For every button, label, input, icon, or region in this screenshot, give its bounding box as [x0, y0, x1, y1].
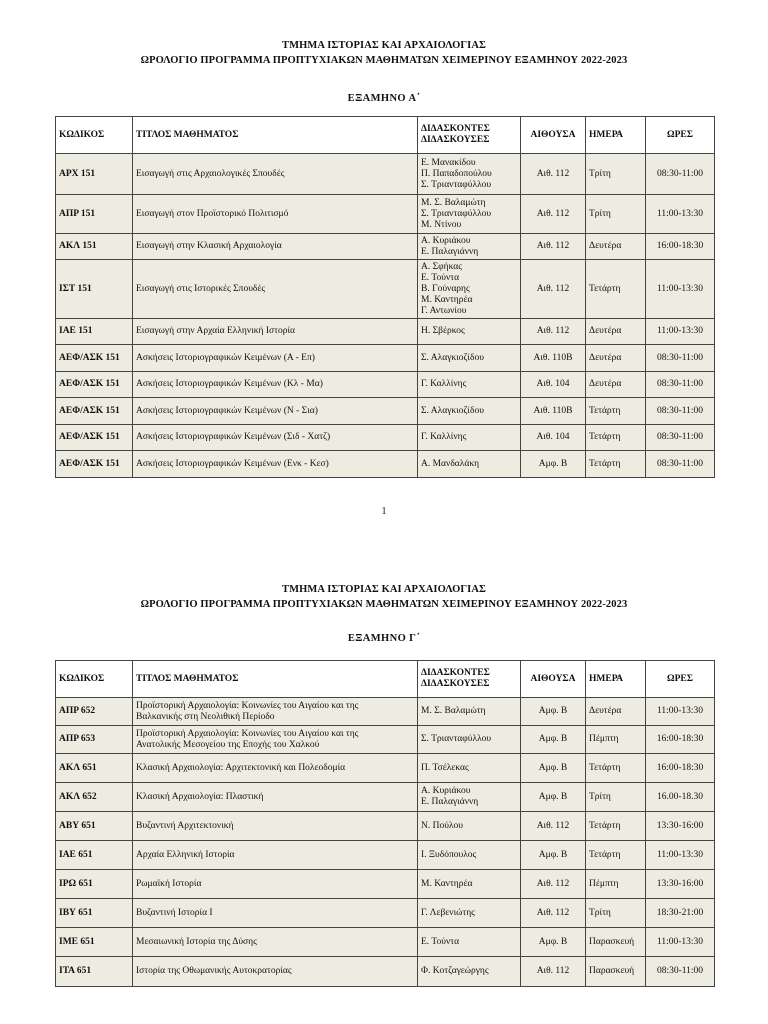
day: Παρασκευή: [586, 928, 646, 957]
semester-heading: ΕΞΑΜΗΝΟ Α΄: [347, 93, 421, 104]
instructors: [418, 345, 521, 372]
instructor-name: Γ. Καλλίνης: [421, 379, 467, 389]
instructor-name: Σ. Τριανταφύλλου: [421, 734, 492, 744]
room: Αμφ. Β: [521, 698, 586, 726]
table-row: [56, 899, 715, 928]
course-code: ΙΡΩ 651: [56, 870, 133, 899]
instructor-name: Β. Γούναρης: [421, 283, 470, 294]
course-title: Ασκήσεις Ιστοριογραφικών Κειμένων (Α - Επ): [133, 345, 418, 372]
course-code: ΙΑΕ 151: [56, 319, 133, 345]
table-row: [56, 425, 715, 451]
day: Τετάρτη: [586, 425, 646, 451]
table-row: [56, 345, 715, 372]
course-code: ΑΕΦ/ΑΣΚ 151: [56, 425, 133, 451]
hours: 16:00-18:30: [646, 726, 715, 754]
instructor-name: Μ. Ντίνου: [421, 219, 462, 230]
room: Αμφ. Β: [521, 841, 586, 870]
room: Αιθ. 104: [521, 425, 586, 451]
course-code: ΙΣΤ 151: [56, 260, 133, 319]
header-title: ΤΙΤΛΟΣ ΜΑΘΗΜΑΤΟΣ: [133, 661, 418, 698]
header-instructors: ΔΙΔΑΣΚΟΝΤΕΣ ΔΙΔΑΣΚΟΥΣΕΣ: [418, 117, 521, 154]
course-title: Εισαγωγή στις Αρχαιολογικές Σπουδές: [133, 154, 418, 195]
room: Αιθ. 112: [521, 154, 586, 195]
room: Αιθ. 112: [521, 870, 586, 899]
course-title: Ασκήσεις Ιστοριογραφικών Κειμένων (Σιδ - Χατζ): [133, 425, 418, 451]
table-row: [56, 451, 715, 478]
instructor-name: Μ. Σ. Βαλαμώτη: [421, 706, 486, 716]
instructors: [418, 870, 521, 899]
instructors: [418, 698, 521, 726]
room: Αμφ. Β: [521, 451, 586, 478]
course-code: ΑΚΛ 652: [56, 783, 133, 812]
room: Αμφ. Β: [521, 754, 586, 783]
day: Τετάρτη: [586, 451, 646, 478]
room: Αιθ. 112: [521, 319, 586, 345]
day: Τρίτη: [586, 154, 646, 195]
instructors: [418, 260, 521, 319]
room: Αμφ. Β: [521, 783, 586, 812]
header-room: ΑΙΘΟΥΣΑ: [521, 117, 586, 154]
instructor-name: Σ. Αλαγκιοζίδου: [421, 405, 484, 416]
course-title: Προϊστορική Αρχαιολογία: Κοινωνίες του Αιγαίου και της Βαλκανικής στη Νεολιθική Περίοδο: [133, 698, 418, 726]
course-title: Μεσαιωνική Ιστορία της Δύσης: [133, 928, 418, 957]
course-title: Εισαγωγή στις Ιστορικές Σπουδές: [133, 260, 418, 319]
instructor-name: Ε. Τούντα: [421, 936, 460, 947]
instructor-name: Ι. Ξυδόπουλος: [421, 849, 477, 860]
hours: 11:00-13:30: [646, 841, 715, 870]
room: Αιθ. 104: [521, 372, 586, 398]
day: Δευτέρα: [586, 234, 646, 260]
instructor-name: Μ. Καντηρέα: [421, 878, 473, 889]
day: Δευτέρα: [586, 372, 646, 398]
day: Τρίτη: [586, 195, 646, 234]
instructor-name: Π. Παπαδοπούλου: [421, 168, 492, 179]
hours: 08:30-11:00: [646, 451, 715, 478]
hours: 08:30-11:00: [646, 372, 715, 398]
instructor-name: Α. Μανδαλάκη: [421, 458, 480, 469]
instructor-name: Α. Σφήκας: [421, 261, 463, 272]
instructors: [418, 372, 521, 398]
instructors: [418, 726, 521, 754]
room: Αιθ. 110Β: [521, 398, 586, 425]
department-title: ΤΜΗΜΑ ΙΣΤΟΡΙΑΣ ΚΑΙ ΑΡΧΑΙΟΛΟΓΙΑΣ: [281, 40, 487, 51]
day: Τετάρτη: [586, 398, 646, 425]
instructors: [418, 319, 521, 345]
schedule-table-semester-c: [55, 660, 715, 987]
header-hours: ΩΡΕΣ: [646, 117, 715, 154]
room: Αιθ. 112: [521, 899, 586, 928]
hours: 13:30-16:00: [646, 870, 715, 899]
course-code: ΑΠΡ 653: [56, 726, 133, 754]
hours: 08:30-11:00: [646, 398, 715, 425]
course-title: Βυζαντινή Ιστορία Ι: [133, 899, 418, 928]
hours: 11:00-13:30: [646, 698, 715, 726]
instructor-name: Π. Τσέλεκας: [421, 762, 469, 773]
semester-heading-page2: ΕΞΑΜΗΝΟ Γ΄: [347, 633, 421, 644]
instructor-name: Γ. Καλλίνης: [421, 432, 467, 442]
course-code: ΑΚΛ 651: [56, 754, 133, 783]
table-row: [56, 195, 715, 234]
course-code: ΑΚΛ 151: [56, 234, 133, 260]
table-row: [56, 841, 715, 870]
course-code: ΑΕΦ/ΑΣΚ 151: [56, 398, 133, 425]
day: Τρίτη: [586, 899, 646, 928]
room: Αιθ. 112: [521, 260, 586, 319]
hours: 08:30-11:00: [646, 957, 715, 987]
table-row: [56, 783, 715, 812]
course-title: Κλασική Αρχαιολογία: Αρχιτεκτονική και Πολεοδομία: [133, 754, 418, 783]
room: Αιθ. 110Β: [521, 345, 586, 372]
instructors: [418, 425, 521, 451]
table-row: [56, 870, 715, 899]
day: Δευτέρα: [586, 698, 646, 726]
hours: 08:30-11:00: [646, 154, 715, 195]
room: Αιθ. 112: [521, 812, 586, 841]
course-code: ΑΠΡ 151: [56, 195, 133, 234]
day: Τετάρτη: [586, 754, 646, 783]
course-title: Ασκήσεις Ιστοριογραφικών Κειμένων (Ενκ - Κεσ): [133, 451, 418, 478]
instructor-name: Α. Κυριάκου: [421, 235, 471, 246]
course-title: Ιστορία της Οθωμανικής Αυτοκρατορίας: [133, 957, 418, 987]
hours: 11:00-13:30: [646, 319, 715, 345]
instructor-name: Γ. Λεβενιώτης: [421, 907, 475, 918]
instructors: [418, 754, 521, 783]
course-title: Ασκήσεις Ιστοριογραφικών Κειμένων (Κλ - Μα): [133, 372, 418, 398]
header-instructors: ΔΙΔΑΣΚΟΝΤΕΣ ΔΙΔΑΣΚΟΥΣΕΣ: [418, 661, 521, 698]
course-code: ΑΡΧ 151: [56, 154, 133, 195]
day: Δευτέρα: [586, 319, 646, 345]
day: Παρασκευή: [586, 957, 646, 987]
instructor-name: Η. Σβέρκος: [421, 326, 465, 336]
instructors: [418, 899, 521, 928]
schedule-title: ΩΡΟΛΟΓΙΟ ΠΡΟΓΡΑΜΜΑ ΠΡΟΠΤΥΧΙΑΚΩΝ ΜΑΘΗΜΑΤΩΝ ΧΕΙΜΕΡΙΝΟΥ ΕΞΑΜΗΝΟΥ 2022-2023: [140, 55, 628, 66]
hours: 16.00-18.30: [646, 783, 715, 812]
hours: 13:30-16:00: [646, 812, 715, 841]
hours: 18:30-21:00: [646, 899, 715, 928]
table-row: [56, 372, 715, 398]
instructor-name: Μ. Σ. Βαλαμώτη: [421, 197, 486, 208]
room: Αμφ. Β: [521, 928, 586, 957]
instructor-name: Ν. Πούλου: [421, 820, 463, 831]
instructor-name: Ε. Παλαγιάννη: [421, 246, 479, 257]
course-code: ΑΕΦ/ΑΣΚ 151: [56, 345, 133, 372]
table-row: [56, 319, 715, 345]
course-title: Αρχαία Ελληνική Ιστορία: [133, 841, 418, 870]
header-title: ΤΙΤΛΟΣ ΜΑΘΗΜΑΤΟΣ: [133, 117, 418, 154]
hours: 08:30-11:00: [646, 345, 715, 372]
table-row: [56, 698, 715, 726]
instructor-name: Ε. Μανακίδου: [421, 157, 476, 168]
instructor-name: Γ. Αντωνίου: [421, 305, 467, 316]
instructor-name: Α. Κυριάκου: [421, 786, 471, 796]
instructors: [418, 451, 521, 478]
hours: 08:30-11:00: [646, 425, 715, 451]
course-title: Προϊστορική Αρχαιολογία: Κοινωνίες του Αιγαίου και της Ανατολικής Μεσογείου της Εποχής του Χαλκού: [133, 726, 418, 754]
day: Τρίτη: [586, 783, 646, 812]
hours: 11:00-13:30: [646, 928, 715, 957]
course-code: ΑΕΦ/ΑΣΚ 151: [56, 372, 133, 398]
table-row: [56, 726, 715, 754]
schedule-table-semester-a: [55, 116, 715, 478]
department-title-page2: ΤΜΗΜΑ ΙΣΤΟΡΙΑΣ ΚΑΙ ΑΡΧΑΙΟΛΟΓΙΑΣ: [281, 584, 487, 595]
table-row: [56, 398, 715, 425]
course-title: Κλασική Αρχαιολογία: Πλαστική: [133, 783, 418, 812]
instructors: [418, 841, 521, 870]
instructors: [418, 928, 521, 957]
instructor-name: Ε. Τούντα: [421, 272, 460, 283]
hours: 11:00-13:30: [646, 260, 715, 319]
room: Αιθ. 112: [521, 957, 586, 987]
day: Δευτέρα: [586, 345, 646, 372]
table-row: [56, 928, 715, 957]
day: Τετάρτη: [586, 812, 646, 841]
course-title: Εισαγωγή στην Αρχαία Ελληνική Ιστορία: [133, 319, 418, 345]
instructors: [418, 783, 521, 812]
day: Πέμπτη: [586, 870, 646, 899]
course-code: ΙΑΕ 651: [56, 841, 133, 870]
table-row: [56, 957, 715, 987]
header-hours: ΩΡΕΣ: [646, 661, 715, 698]
header-code: ΚΩΔΙΚΟΣ: [56, 661, 133, 698]
course-code: ΙΤΑ 651: [56, 957, 133, 987]
header-room: ΑΙΘΟΥΣΑ: [521, 661, 586, 698]
day: Τετάρτη: [586, 260, 646, 319]
instructors: [418, 398, 521, 425]
instructors: [418, 154, 521, 195]
course-code: ΑΕΦ/ΑΣΚ 151: [56, 451, 133, 478]
header-day: ΗΜΕΡΑ: [586, 117, 646, 154]
table-row: [56, 260, 715, 319]
course-code: ΙΜΕ 651: [56, 928, 133, 957]
instructor-name: Φ. Κοτζαγεώργης: [421, 966, 489, 976]
room: Αμφ. Β: [521, 726, 586, 754]
room: Αιθ. 112: [521, 234, 586, 260]
room: Αιθ. 112: [521, 195, 586, 234]
hours: 11:00-13:30: [646, 195, 715, 234]
schedule-title-page2: ΩΡΟΛΟΓΙΟ ΠΡΟΓΡΑΜΜΑ ΠΡΟΠΤΥΧΙΑΚΩΝ ΜΑΘΗΜΑΤΩΝ ΧΕΙΜΕΡΙΝΟΥ ΕΞΑΜΗΝΟΥ 2022-2023: [140, 599, 628, 610]
table-row: [56, 154, 715, 195]
course-code: ΑΠΡ 652: [56, 698, 133, 726]
course-title: Εισαγωγή στον Προϊστορικό Πολιτισμό: [133, 195, 418, 234]
page-number: 1: [381, 506, 387, 517]
course-code: ΙΒΥ 651: [56, 899, 133, 928]
hours: 16:00-18:30: [646, 234, 715, 260]
table-row: [56, 754, 715, 783]
table-row: [56, 234, 715, 260]
header-day: ΗΜΕΡΑ: [586, 661, 646, 698]
day: Πέμπτη: [586, 726, 646, 754]
day: Τετάρτη: [586, 841, 646, 870]
course-title: Βυζαντινή Αρχιτεκτονική: [133, 812, 418, 841]
table-row: [56, 812, 715, 841]
instructors: [418, 957, 521, 987]
instructor-name: Σ. Τριανταφύλλου: [421, 208, 492, 219]
instructors: [418, 234, 521, 260]
course-title: Ασκήσεις Ιστοριογραφικών Κειμένων (Ν - Σια): [133, 398, 418, 425]
instructor-name: Σ. Τριανταφύλλου: [421, 179, 492, 190]
course-title: Ρωμαϊκή Ιστορία: [133, 870, 418, 899]
hours: 16:00-18:30: [646, 754, 715, 783]
course-code: ΑΒΥ 651: [56, 812, 133, 841]
course-title: Εισαγωγή στην Κλασική Αρχαιολογία: [133, 234, 418, 260]
instructors: [418, 195, 521, 234]
instructor-name: Μ. Καντηρέα: [421, 294, 473, 305]
instructor-name: Ε. Παλαγιάννη: [421, 797, 479, 807]
instructors: [418, 812, 521, 841]
instructor-name: Σ. Αλαγκιοζίδου: [421, 352, 484, 363]
header-code: ΚΩΔΙΚΟΣ: [56, 117, 133, 154]
